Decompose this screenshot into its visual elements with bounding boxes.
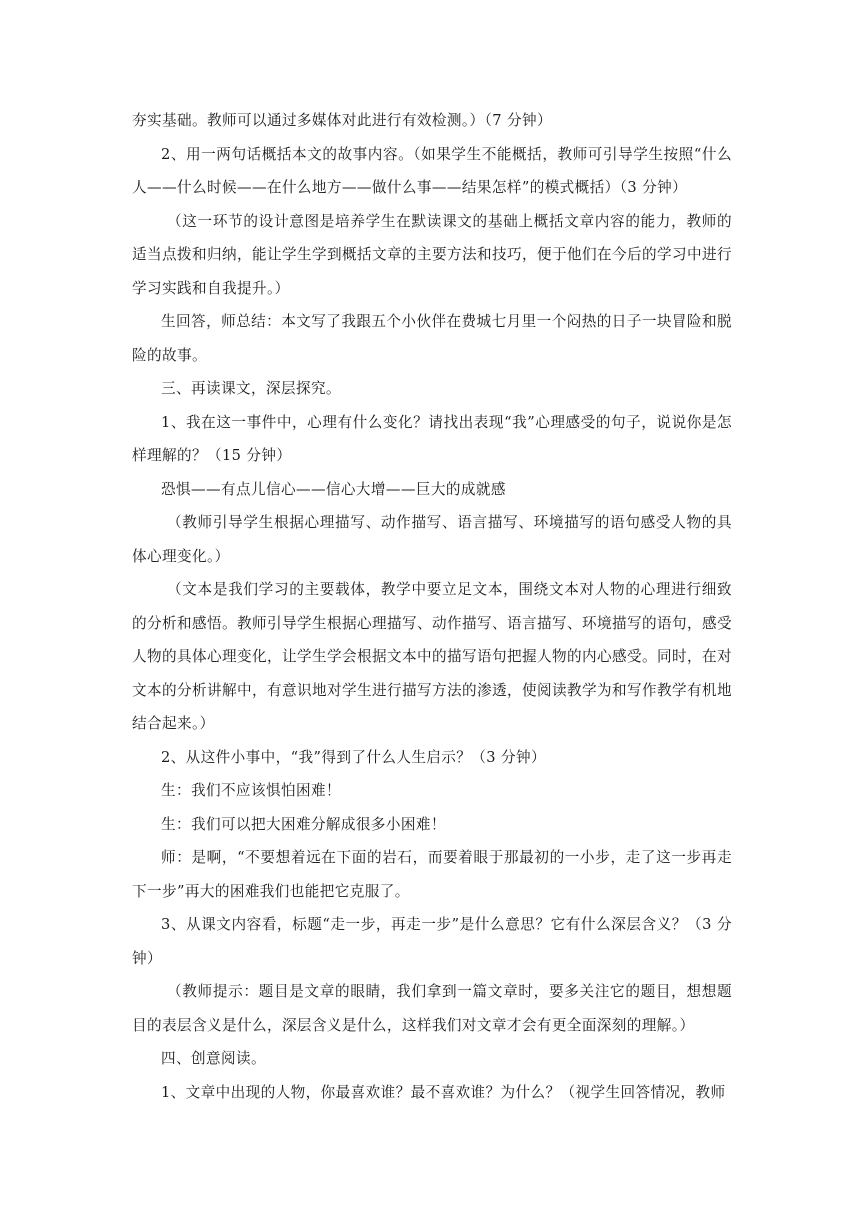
paragraph-question-2: 2、从这件小事中，“我”得到了什么人生启示？（3 分钟） — [161, 748, 546, 766]
paragraph-creative-question-1: 1、文章中出现的人物，你最喜欢谁？最不喜欢谁？为什么？（视学生回答情况，教师 — [161, 1083, 726, 1101]
paragraph-design-note-1: （这一环节的设计意图是培养学生在默读课文的基础上概括文章内容的能力，教师的适当点拨和归纳，能让学生学到概括文章的主要方法和技巧，便于他们在今后的学习中进行学习实践和自我提升。） — [132, 212, 732, 297]
paragraph-teacher-guide: （教师引导学生根据心理描写、动作描写、语言描写、环境描写的语句感受人物的具体心理变化。） — [132, 514, 732, 565]
paragraph-design-note-2: （文本是我们学习的主要载体，教学中要立足文本，围绕文本对人物的心理进行细致的分析和感悟。教师引导学生根据心理描写、动作描写、语言描写、环境描写的语句，感受人物的具体心理变化，让学生学会根据文本中的描写语句把握人物的内心感受。同时，在对文本的分析讲解中，有意识地对学生进行描写方法的渗透，使阅读教学为和写作教学有机地结合起来。） — [132, 581, 732, 732]
paragraph-student-answer-2: 生：我们可以把大困难分解成很多小困难！ — [161, 815, 446, 833]
paragraph-teacher-response: 师：是啊，“不要想着远在下面的岩石，而要着眼于那最初的一小步，走了这一步再走下一步”再大的困难我们也能把它克服了。 — [132, 849, 732, 900]
paragraph-question-1: 1、我在这一事件中，心理有什么变化？请找出表现“我”心理感受的句子，说说你是怎样理解的？（15 分钟） — [132, 413, 732, 464]
paragraph-question-3: 3、从课文内容看，标题“走一步，再走一步”是什么意思？它有什么深层含义？（3 分钟） — [132, 916, 732, 967]
document-page — [132, 104, 732, 1109]
paragraph-emotion-sequence: 恐惧——有点儿信心——信心大增——巨大的成就感 — [161, 480, 506, 498]
paragraph-teacher-hint: （教师提示：题目是文章的眼睛，我们拿到一篇文章时，要多关注它的题目，想想题目的表层含义是什么，深层含义是什么，这样我们对文章才会有更全面深刻的理解。） — [132, 983, 732, 1034]
paragraph-student-answer-1: 生：我们不应该惧怕困难！ — [161, 782, 341, 799]
paragraph-summary-task: 2、用一两句话概括本文的故事内容。（如果学生不能概括，教师可引导学生按照“什么人——什么时候——在什么地方——做什么事——结果怎样”的模式概括）（3 分钟） — [132, 145, 732, 196]
paragraph-continuation: 夯实基础。教师可以通过多媒体对此进行有效检测。）（7 分钟） — [132, 112, 552, 129]
section-heading-4: 四、创意阅读。 — [161, 1050, 266, 1067]
section-heading-3: 三、再读课文，深层探究。 — [161, 380, 341, 397]
paragraph-teacher-summary: 生回答，师总结：本文写了我跟五个小伙伴在费城七月里一个闷热的日子一块冒险和脱险的故事。 — [132, 313, 732, 364]
